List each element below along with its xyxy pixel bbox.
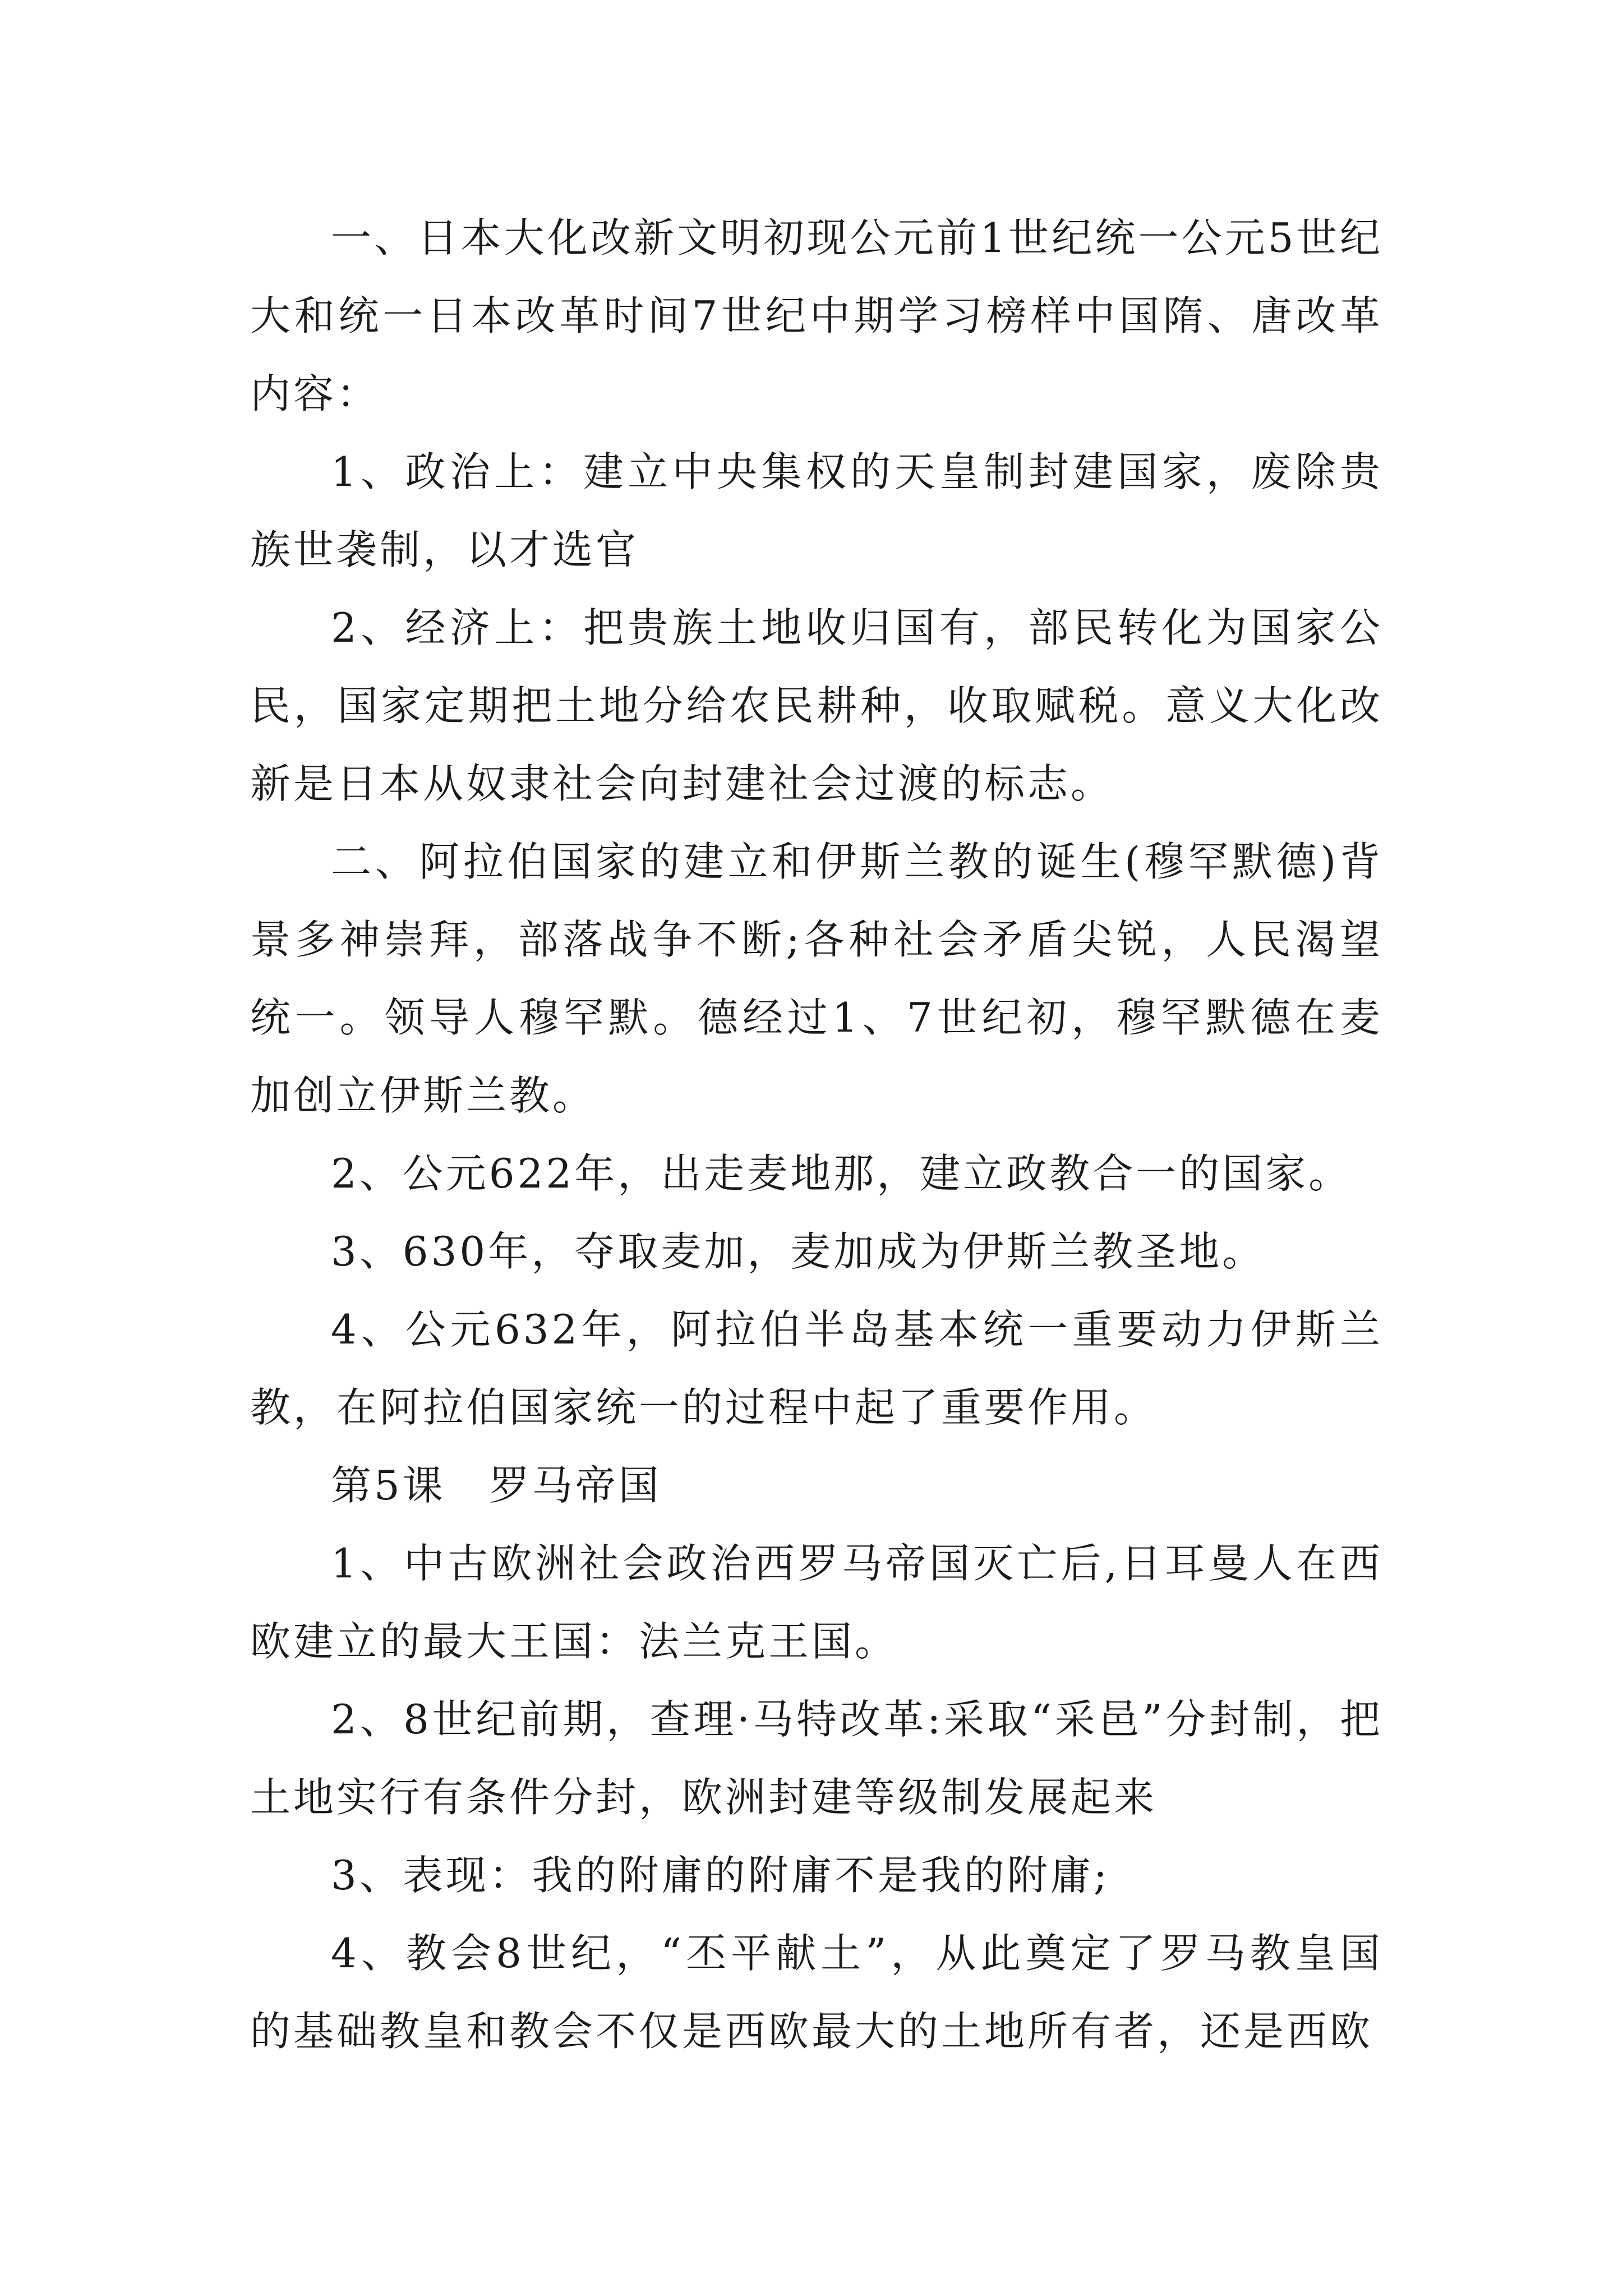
document-body [250,199,1383,2070]
paragraph-arab-630: 3、630年，夺取麦加，麦加成为伊斯兰教圣地。 [331,1228,1266,1275]
paragraph-arab-632: 4、公元632年，阿拉伯半岛基本统一重要动力伊斯兰教，在阿拉伯国家统一的过程中起了重要作用。 [250,1306,1383,1431]
paragraph-arab-islam-intro: 二、阿拉伯国家的建立和伊斯兰教的诞生(穆罕默德)背景多神崇拜，部落战争不断;各种社会矛盾尖锐，人民渴望统一。领导人穆罕默。德经过1、7世纪初，穆罕默德在麦加创立伊斯兰教。 [250,838,1383,1119]
paragraph-taika-reform-intro: 一、日本大化改新文明初现公元前1世纪统一公元5世纪大和统一日本改革时间7世纪中期学习榜样中国隋、唐改革内容： [250,214,1383,417]
paragraph-martel-reform: 2、8世纪前期，查理·马特改革:采取“采邑”分封制，把土地实行有条件分封，欧洲封建等级制发展起来 [250,1696,1383,1821]
paragraph-taika-politics: 1、政治上：建立中央集权的天皇制封建国家，废除贵族世袭制，以才选官 [250,448,1383,573]
paragraph-arab-622: 2、公元622年，出走麦地那，建立政教合一的国家。 [331,1150,1352,1197]
paragraph-taika-economy: 2、经济上：把贵族土地收归国有，部民转化为国家公民，国家定期把土地分给农民耕种，收取赋税。意义大化改新是日本从奴隶社会向封建社会过渡的标志。 [250,604,1383,807]
lesson-heading: 第5课 罗马帝国 [331,1462,662,1509]
paragraph-church-papal-states: 4、教会8世纪，“丕平献土”，从此奠定了罗马教皇国的基础教皇和教会不仅是西欧最大的土地所有者，还是西欧 [250,1930,1383,2055]
paragraph-frankish-kingdom: 1、中古欧洲社会政治西罗马帝国灭亡后,日耳曼人在西欧建立的最大王国：法兰克王国。 [250,1540,1383,1665]
paragraph-vassal-expression: 3、表现：我的附庸的附庸不是我的附庸; [331,1852,1110,1899]
